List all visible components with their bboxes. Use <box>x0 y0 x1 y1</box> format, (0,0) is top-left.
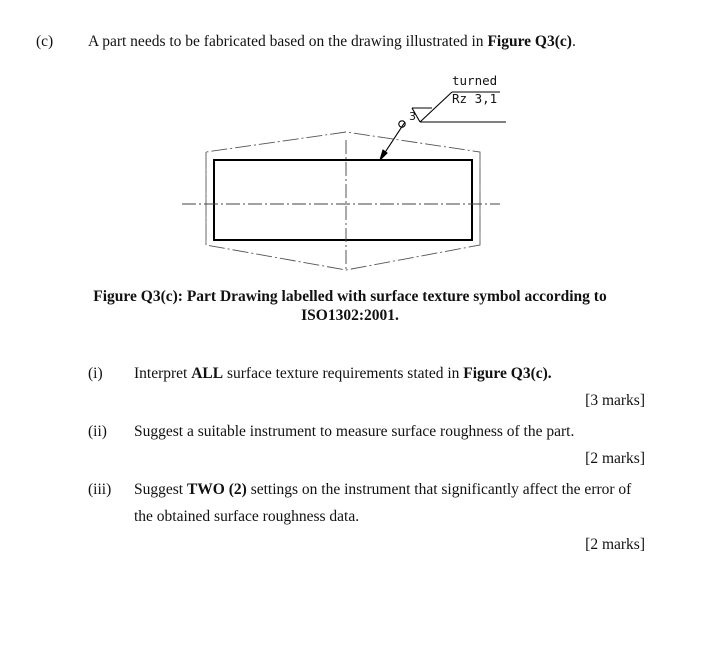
item-ii-text: Suggest a suitable instrument to measure surface roughness of the part. <box>134 423 575 440</box>
item-i-number: (i) <box>88 365 103 382</box>
item-i-part-4: Figure Q3(c). <box>463 365 552 382</box>
item-ii-marks: [2 marks] <box>585 450 645 467</box>
blank-outline <box>206 132 480 270</box>
item-iii-text <box>134 481 631 499</box>
question-intro-text: A part needs to be fabricated based on the drawing illustrated in <box>88 33 488 50</box>
part-drawing <box>170 62 530 282</box>
item-iii-number: (iii) <box>88 481 112 498</box>
symbol-method-text: turned <box>452 73 498 88</box>
figure-reference: Figure Q3(c) <box>487 33 572 50</box>
item-iii-part-1: Suggest <box>134 481 187 498</box>
item-i-marks: [3 marks] <box>585 392 645 409</box>
item-ii-number: (ii) <box>88 423 107 440</box>
item-iii-marks: [2 marks] <box>585 536 645 553</box>
item-i-part-2: ALL <box>191 365 224 382</box>
question-intro <box>88 33 576 51</box>
question-intro-end: . <box>571 33 576 50</box>
item-i-part-1: Interpret <box>134 365 192 382</box>
item-iii-text-line2: the obtained surface roughness data. <box>134 508 360 525</box>
item-iii-part-2: TWO (2) <box>186 481 247 498</box>
symbol-lay-text: 3 <box>409 110 416 123</box>
item-iii-part-3: settings on the instrument that significantly affect the error of <box>246 481 632 498</box>
figure-caption-line2: ISO1302:2001. <box>301 307 399 324</box>
question-label: (c) <box>36 33 54 50</box>
blank-ends <box>206 152 480 245</box>
figure-caption-line1: Figure Q3(c): Part Drawing labelled with surface texture symbol according to <box>93 288 607 305</box>
item-i-part-3: surface texture requirements stated in <box>223 365 464 382</box>
symbol-param-text: Rz 3,1 <box>452 91 498 106</box>
item-i-text <box>134 365 552 383</box>
symbol-v-right <box>420 92 452 122</box>
part-rectangle <box>214 160 472 240</box>
